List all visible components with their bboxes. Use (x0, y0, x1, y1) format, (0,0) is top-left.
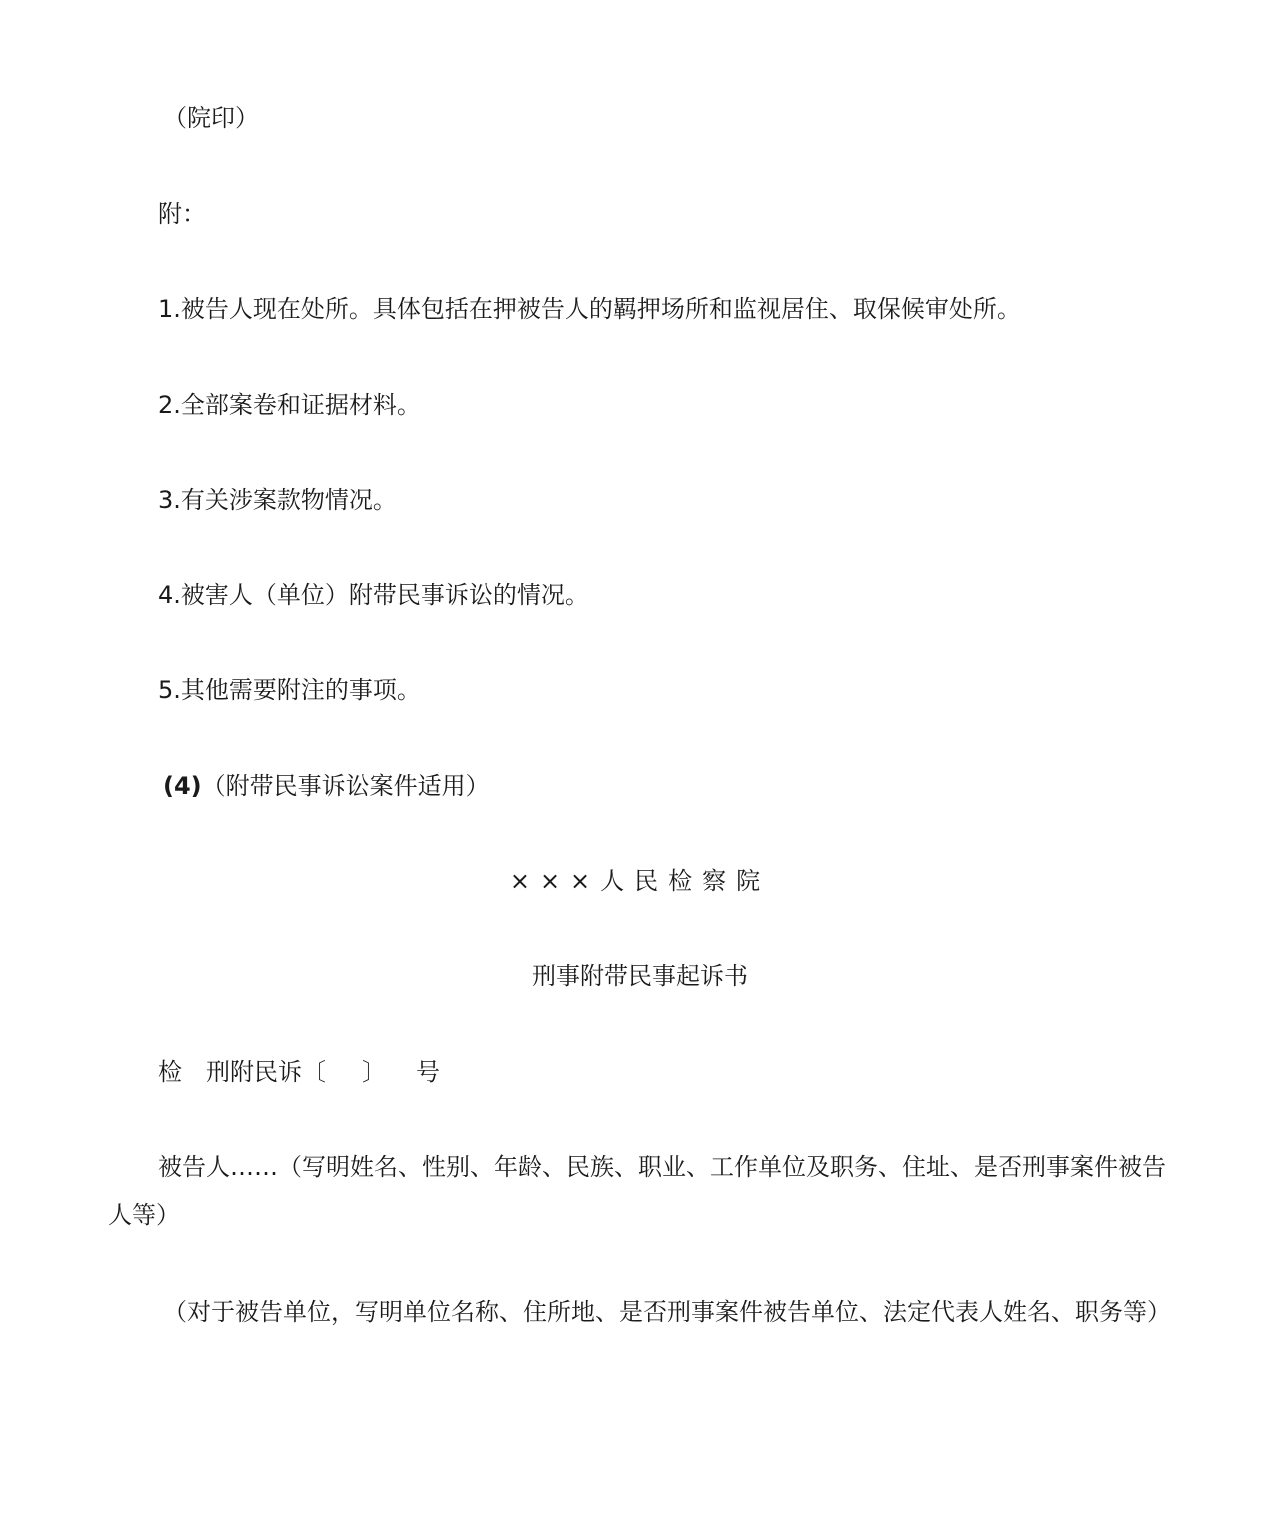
attachment-heading: 附： (158, 200, 206, 228)
procuratorate-name: ×××人民检察院 (509, 867, 771, 895)
case-number-prefix: 检 (158, 1058, 182, 1086)
attachment-item-5: 5.其他需要附注的事项。 (158, 676, 421, 704)
case-number-bracket-close: 〕 (362, 1058, 386, 1086)
indictment-title: 刑事附带民事起诉书 (532, 962, 748, 990)
attachment-item-3: 3.有关涉案款物情况。 (158, 486, 397, 514)
section-note: （附带民事诉讼案件适用） (201, 772, 490, 800)
case-number-suffix: 号 (416, 1058, 440, 1086)
court-seal-text: （院印） (163, 104, 259, 132)
section-heading (163, 774, 490, 798)
section-number: (4) (163, 772, 202, 800)
attachment-item-2: 2.全部案卷和证据材料。 (158, 391, 421, 419)
defendant-paragraph: 被告人……（写明姓名、性别、年龄、民族、职业、工作单位及职务、住址、是否刑事案件被告人等） (108, 1153, 1166, 1229)
attachment-item-4: 4.被害人（单位）附带民事诉讼的情况。 (158, 581, 589, 609)
defendant-unit-note: （对于被告单位，写明单位名称、住所地、是否刑事案件被告单位、法定代表人姓名、职务等） (163, 1298, 1171, 1326)
case-number (158, 1060, 440, 1084)
attachment-item-1: 1.被告人现在处所。具体包括在押被告人的羁押场所和监视居住、取保候审处所。 (158, 295, 1021, 323)
case-number-type: 刑附民诉〔 (206, 1058, 326, 1086)
